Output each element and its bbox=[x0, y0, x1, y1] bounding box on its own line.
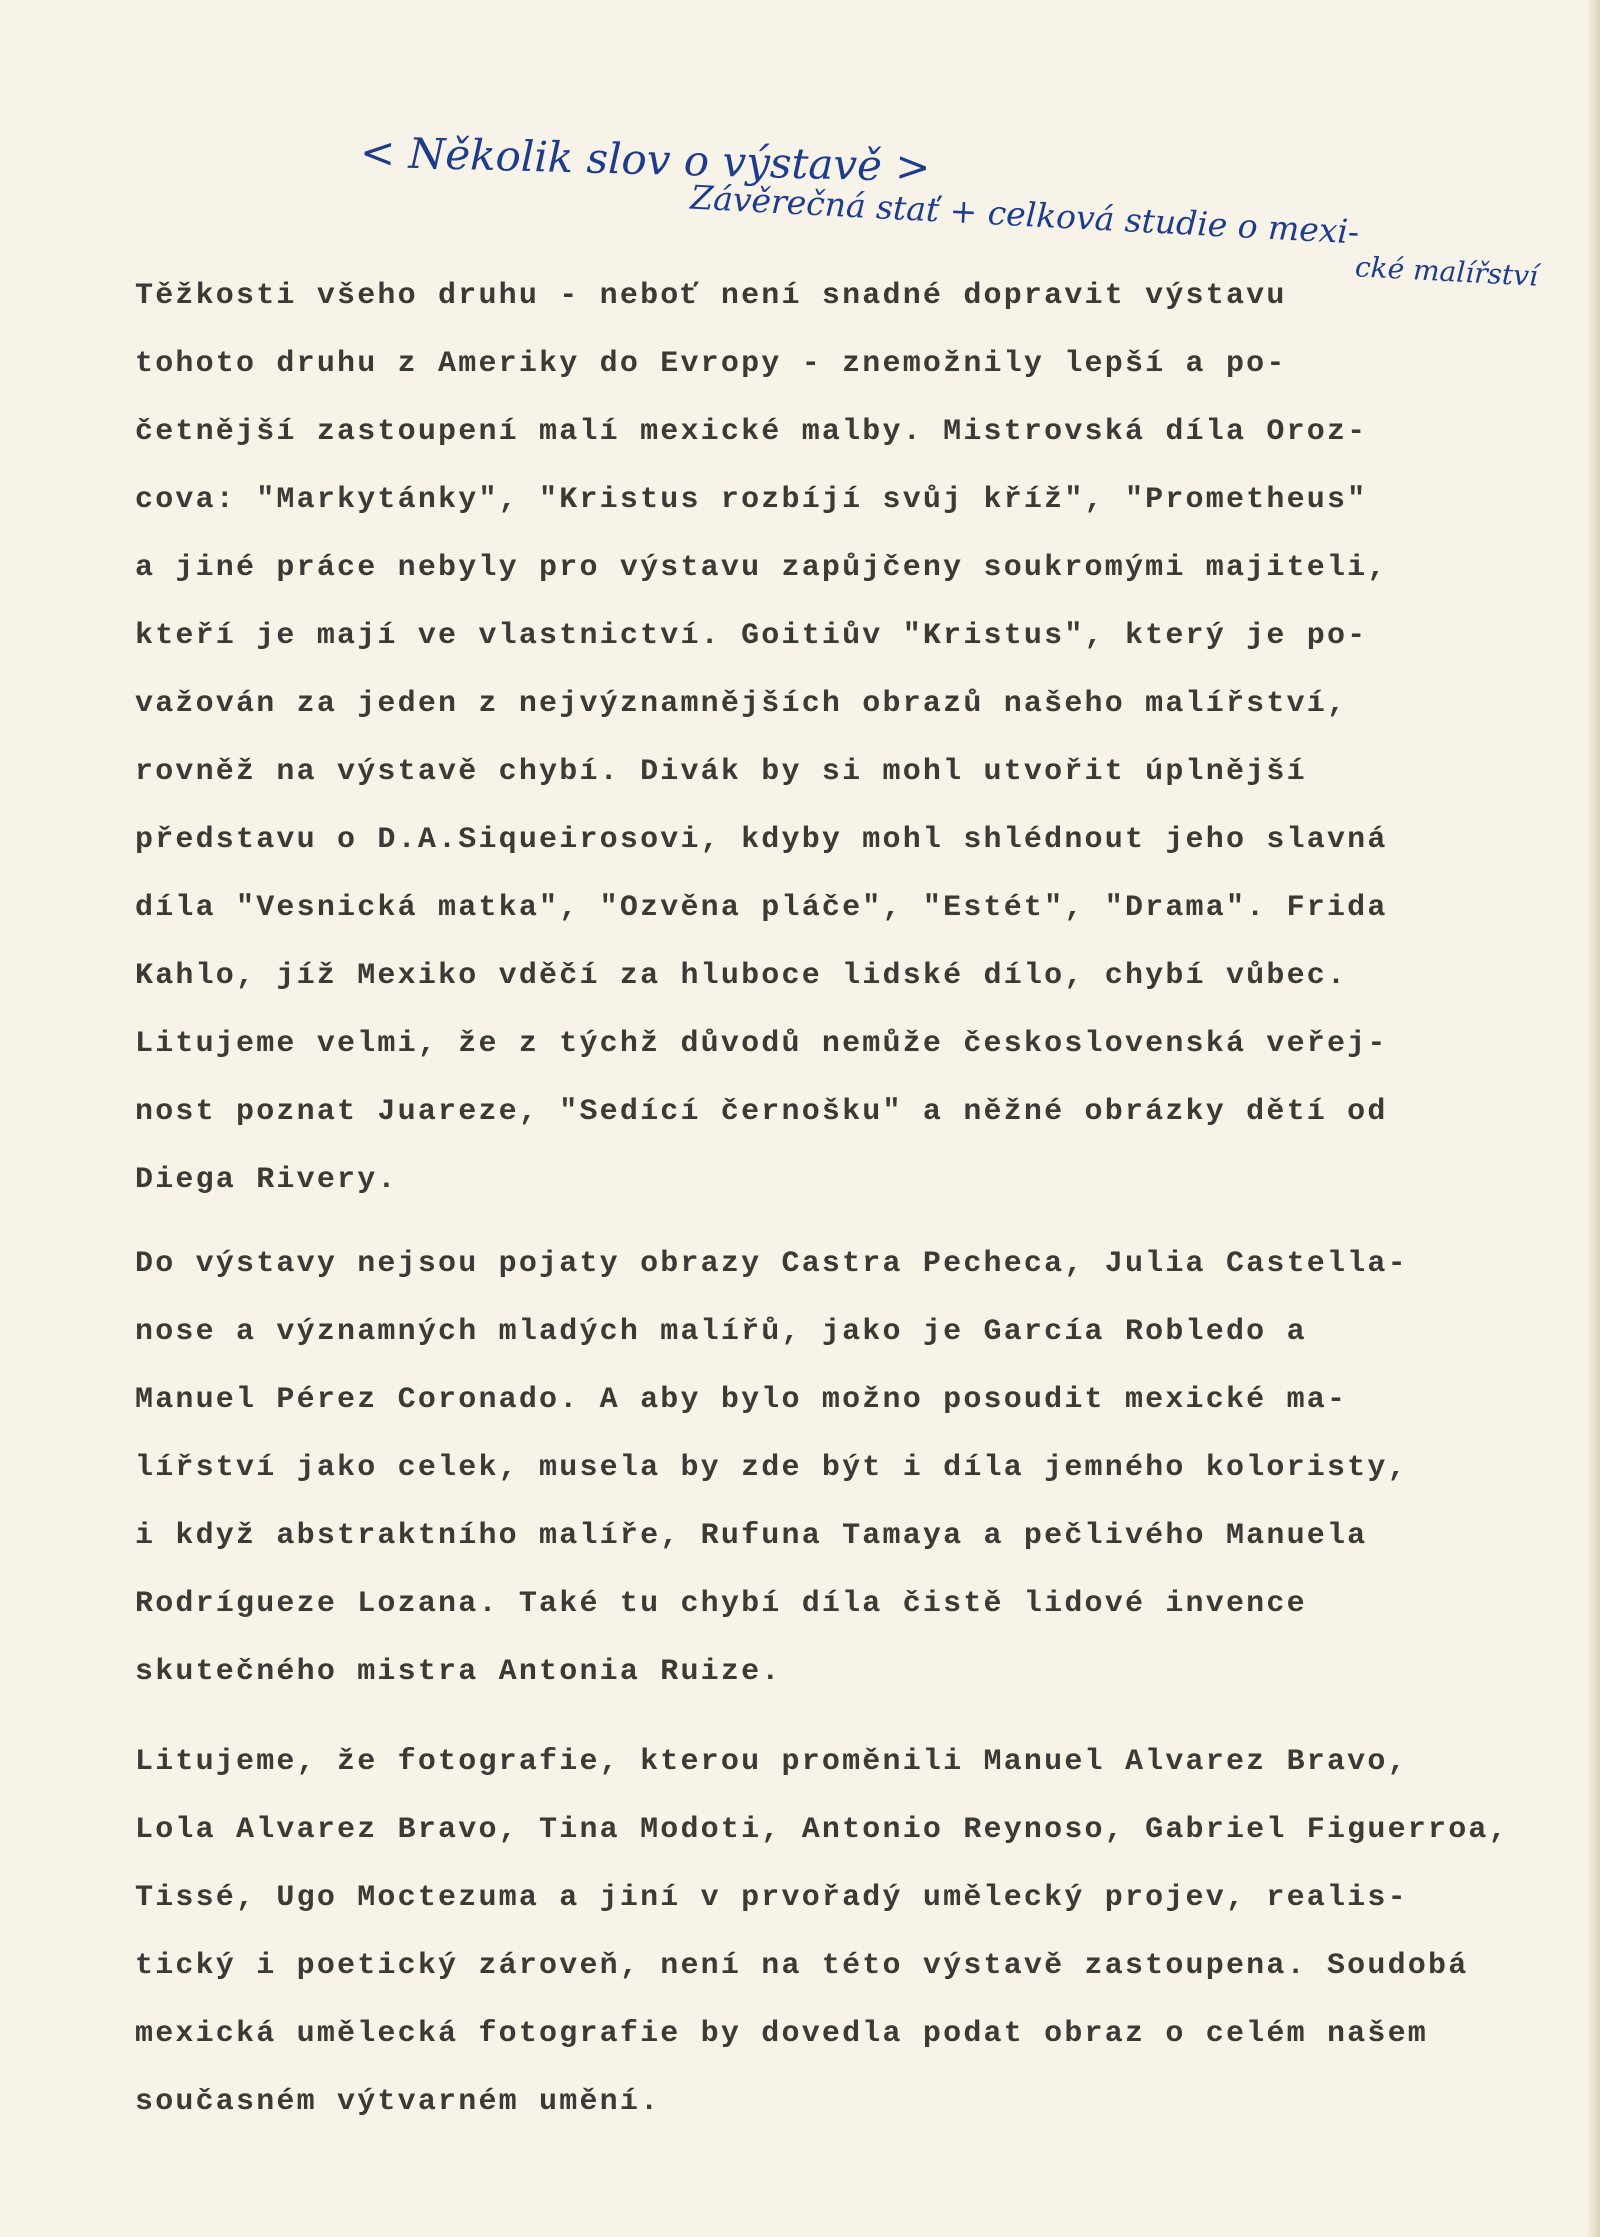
handwritten-note-line2: cké malířství bbox=[1354, 250, 1539, 293]
text-line: lířství jako celek, musela by zde být i díla jemného koloristy, bbox=[135, 1451, 1408, 1485]
paragraph-1 bbox=[135, 262, 1388, 1214]
text-line: tohoto druhu z Ameriky do Evropy - znemožnily lepší a po- bbox=[135, 347, 1287, 381]
handwritten-title: < Několik slov o výstavě > bbox=[359, 127, 932, 192]
text-line: i když abstraktního malíře, Rufuna Tamaya a pečlivého Manuela bbox=[135, 1519, 1368, 1553]
text-line: Diega Rivery. bbox=[135, 1163, 398, 1197]
text-line: tický i poetický zároveň, není na této výstavě zastoupena. Soudobá bbox=[135, 1949, 1469, 1983]
text-line: kteří je mají ve vlastnictví. Goitiův "Kristus", který je po- bbox=[135, 619, 1368, 653]
text-line: nost poznat Juareze, "Sedící černošku" a něžné obrázky dětí od bbox=[135, 1095, 1388, 1129]
text-line: četnější zastoupení malí mexické malby. Mistrovská díla Oroz- bbox=[135, 415, 1368, 449]
text-line: Těžkosti všeho druhu - neboť není snadné dopravit výstavu bbox=[135, 279, 1287, 313]
text-line: díla "Vesnická matka", "Ozvěna pláče", "Estét", "Drama". Frida bbox=[135, 891, 1388, 925]
text-line: skutečného mistra Antonia Ruize. bbox=[135, 1655, 782, 1689]
text-line: cova: "Markytánky", "Kristus rozbíjí svůj kříž", "Prometheus" bbox=[135, 483, 1368, 517]
text-line: a jiné práce nebyly pro výstavu zapůjčeny soukromými majiteli, bbox=[135, 551, 1388, 585]
paper-edge bbox=[1586, 0, 1600, 2237]
paragraph-2 bbox=[135, 1230, 1408, 1706]
text-line: Rodrígueze Lozana. Také tu chybí díla čistě lidové invence bbox=[135, 1587, 1307, 1621]
text-line: rovněž na výstavě chybí. Divák by si mohl utvořit úplnější bbox=[135, 755, 1307, 789]
text-line: Lola Alvarez Bravo, Tina Modoti, Antonio Reynoso, Gabriel Figuerroa, bbox=[135, 1813, 1509, 1847]
text-line: Do výstavy nejsou pojaty obrazy Castra Pecheca, Julia Castella- bbox=[135, 1247, 1408, 1281]
text-line: současném výtvarném umění. bbox=[135, 2085, 661, 2119]
text-line: Litujeme, že fotografie, kterou proměnili Manuel Alvarez Bravo, bbox=[135, 1745, 1408, 1779]
text-line: Tissé, Ugo Moctezuma a jiní v prvořadý umělecký projev, realis- bbox=[135, 1881, 1408, 1915]
paragraph-3 bbox=[135, 1728, 1509, 2136]
text-line: představu o D.A.Siqueirosovi, kdyby mohl shlédnout jeho slavná bbox=[135, 823, 1388, 857]
text-line: Manuel Pérez Coronado. A aby bylo možno posoudit mexické ma- bbox=[135, 1383, 1348, 1417]
text-line: mexická umělecká fotografie by dovedla podat obraz o celém našem bbox=[135, 2017, 1428, 2051]
handwritten-note-line1: Závěrečná stať + celková studie o mexi- bbox=[689, 177, 1361, 252]
text-line: važován za jeden z nejvýznamnějších obrazů našeho malířství, bbox=[135, 687, 1348, 721]
text-line: Litujeme velmi, že z týchž důvodů nemůže československá veřej- bbox=[135, 1027, 1388, 1061]
text-line: Kahlo, jíž Mexiko vděčí za hluboce lidské dílo, chybí vůbec. bbox=[135, 959, 1348, 993]
text-line: nose a významných mladých malířů, jako je García Robledo a bbox=[135, 1315, 1307, 1349]
